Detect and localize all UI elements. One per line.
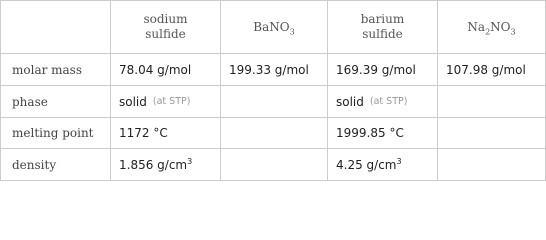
unit-superscript: 3 <box>396 156 402 166</box>
cell-value: solid <box>119 94 147 109</box>
column-header-barium-sulfide <box>328 1 437 53</box>
cell-value: 78.04 g/mol <box>119 62 192 77</box>
header-line: sulfide <box>362 27 403 41</box>
table-cell <box>221 149 327 180</box>
column-header-banO3 <box>221 1 327 53</box>
table-cell <box>328 149 437 180</box>
table-cell <box>221 54 327 85</box>
table-cell <box>221 86 327 117</box>
row-label-density: density <box>12 157 57 172</box>
row-label-phase: phase <box>12 94 48 109</box>
formula-subscript: 3 <box>510 26 516 36</box>
row-label-molar-mass: molar mass <box>12 62 82 77</box>
header-line: barium <box>360 12 405 26</box>
table-cell <box>438 54 545 85</box>
table-cell <box>328 118 437 148</box>
table-cell <box>438 149 545 180</box>
column-header-sodium-sulfide <box>111 1 220 53</box>
cell-value <box>336 158 402 172</box>
formula-text: NO <box>490 19 511 34</box>
table-cell <box>111 118 220 148</box>
cell-value: 169.39 g/mol <box>336 62 416 77</box>
cell-value: 107.98 g/mol <box>446 62 526 77</box>
cell-value-text: 4.25 g/cm <box>336 157 397 172</box>
table-cell <box>221 118 327 148</box>
table-cell <box>111 54 220 85</box>
formula-subscript: 2 <box>485 26 491 36</box>
cell-value: solid <box>336 94 364 109</box>
table-cell <box>111 149 220 180</box>
formula-subscript: 3 <box>289 26 295 36</box>
cell-value: 1999.85 °C <box>336 126 404 140</box>
formula-text: Na <box>467 19 486 34</box>
table-cell <box>438 118 545 148</box>
cell-value <box>119 158 192 172</box>
header-line: sodium <box>143 12 188 26</box>
cell-value: 1172 °C <box>119 126 168 140</box>
table-cell <box>438 86 545 117</box>
table-cell <box>111 86 220 117</box>
column-header-na2no3 <box>438 1 545 53</box>
table-cell <box>328 54 437 85</box>
cell-value: 199.33 g/mol <box>229 62 309 77</box>
row-divider <box>0 180 546 181</box>
table-cell <box>328 86 437 117</box>
header-line: sulfide <box>145 27 186 41</box>
row-label-melting-point: melting point <box>12 126 94 140</box>
cell-value-text: 1.856 g/cm <box>119 157 188 172</box>
formula-text: BaNO <box>253 19 290 34</box>
cell-note: (at STP) <box>369 96 408 107</box>
cell-note: (at STP) <box>152 96 191 107</box>
unit-superscript: 3 <box>187 156 193 166</box>
